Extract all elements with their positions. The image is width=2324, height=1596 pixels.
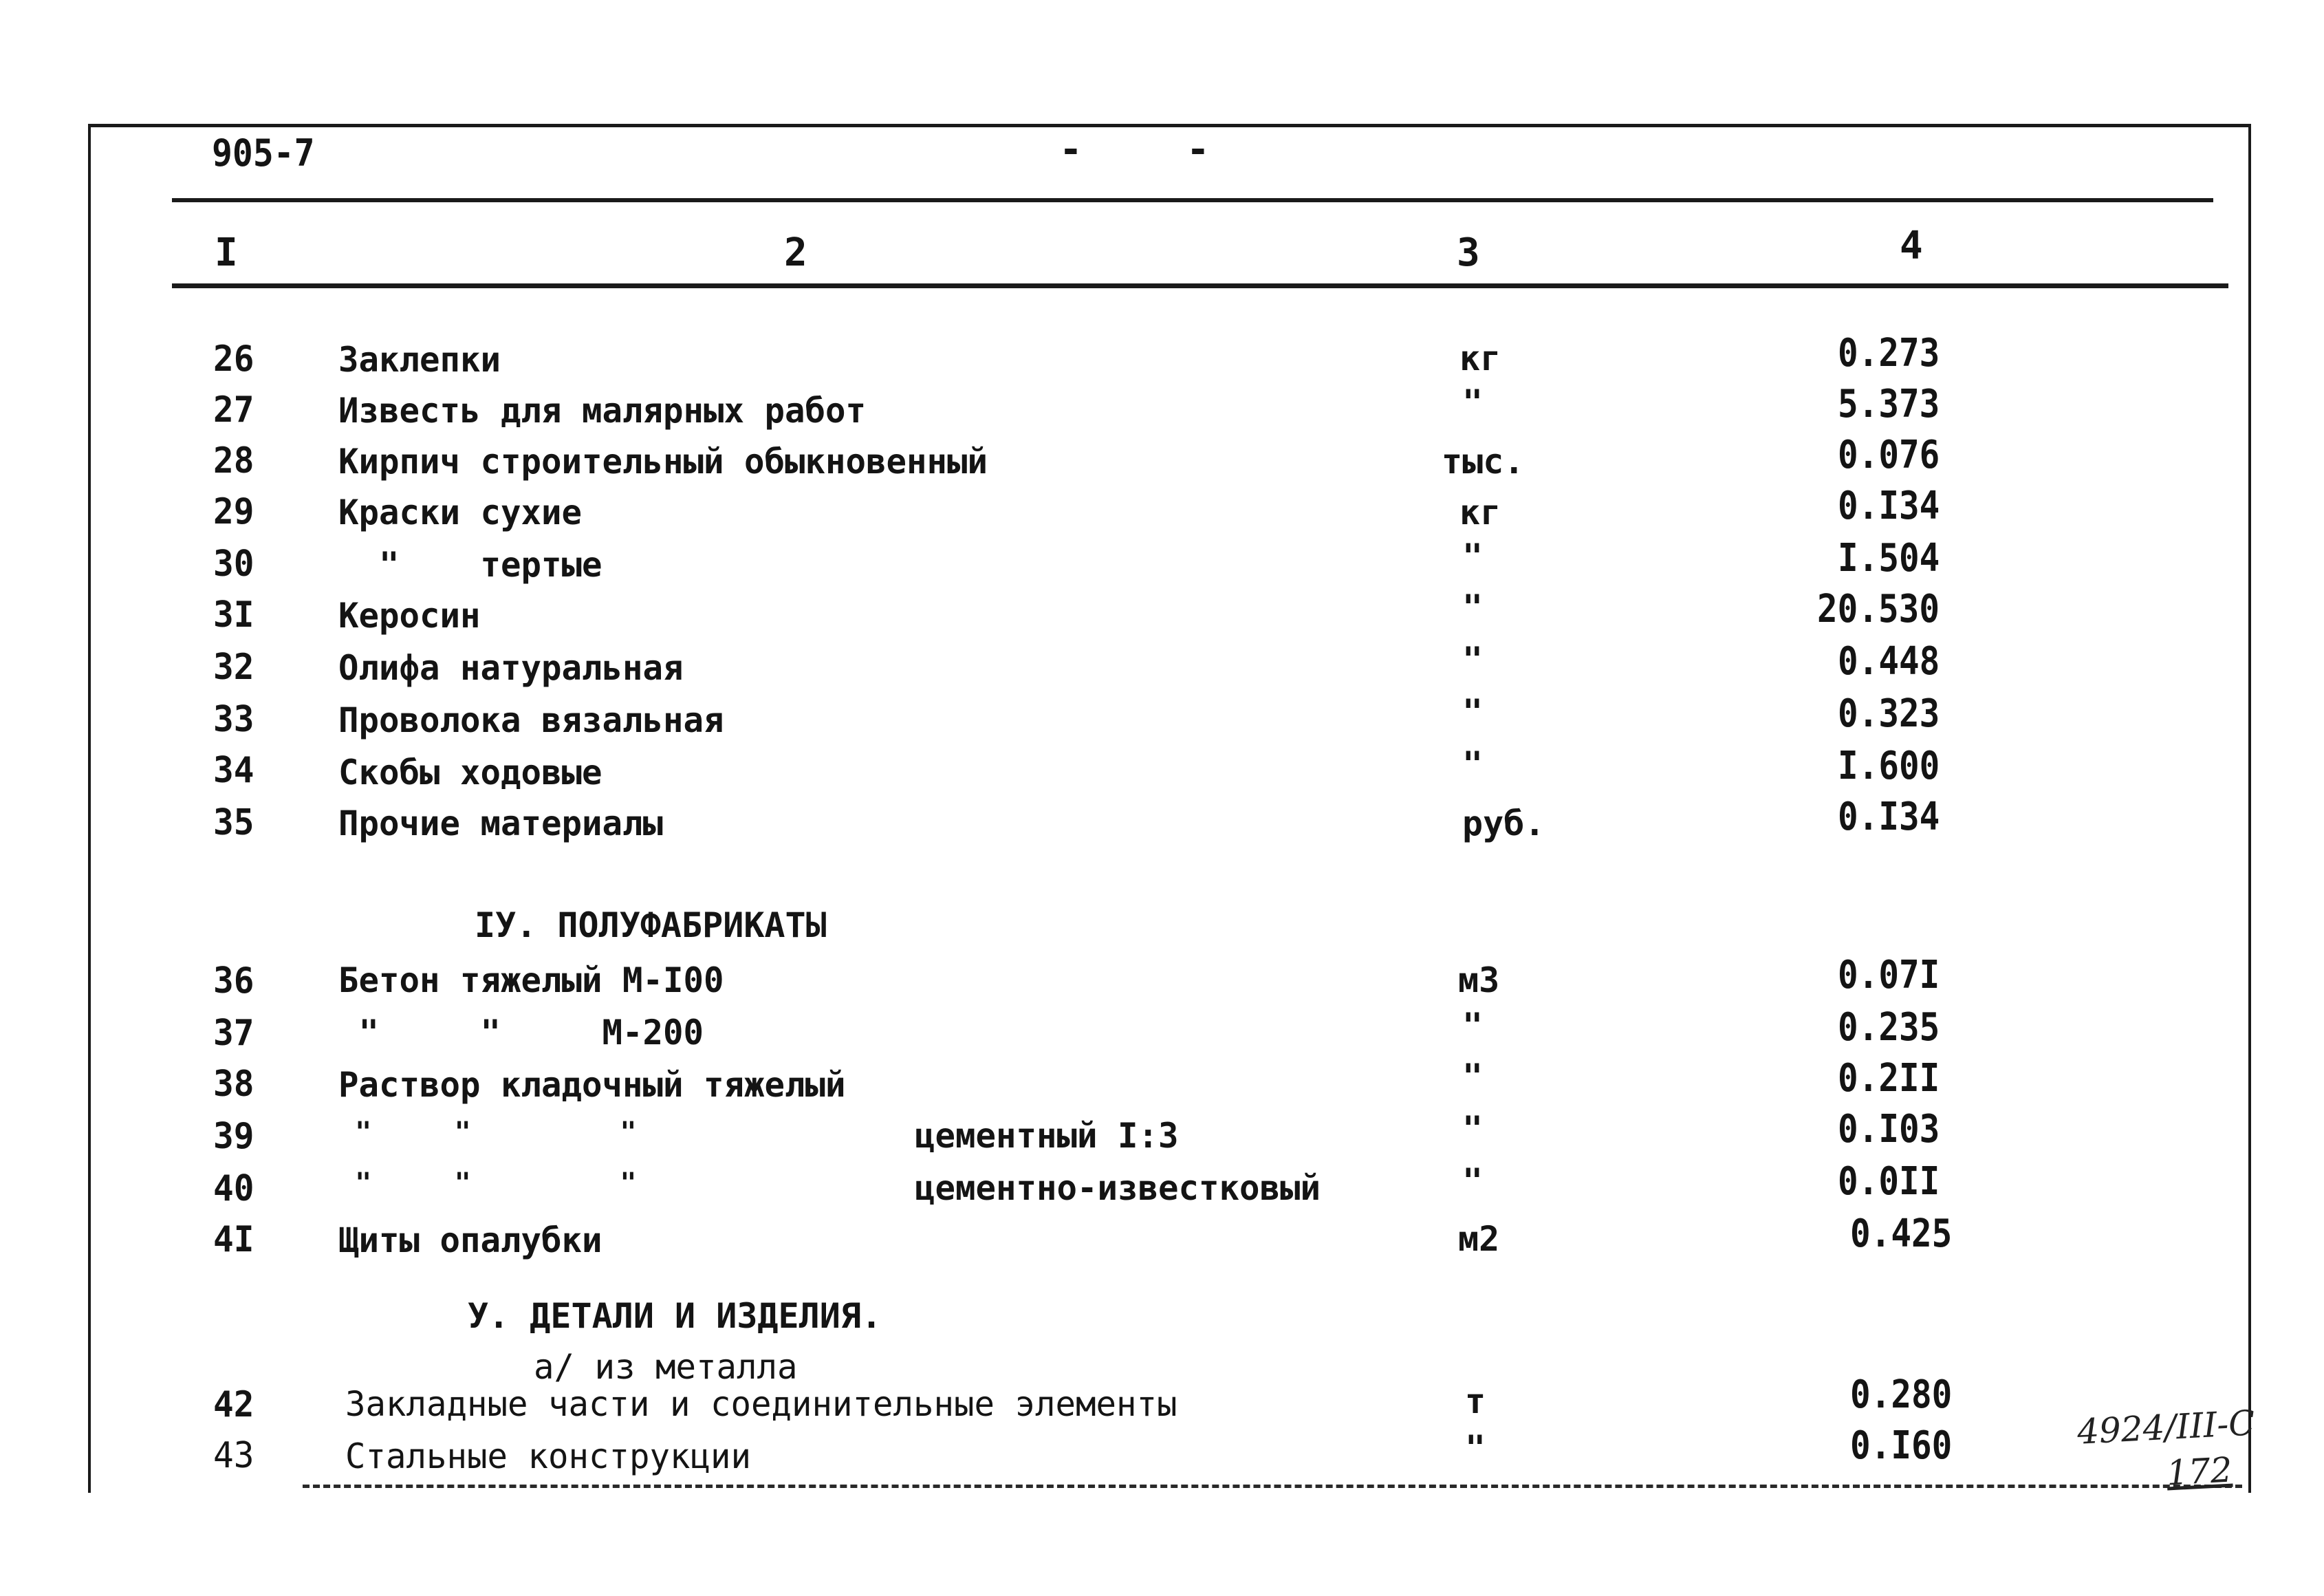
row-name: Заклепки [338,340,501,380]
row-unit: " [1462,744,1484,784]
row-value: 0.076 [1838,433,1940,477]
row-value: 0.I34 [1838,795,1940,839]
row-value: 0.280 [1850,1372,1953,1417]
column-header-2: 2 [784,230,807,275]
column-header-4: 4 [1900,224,1923,268]
row-unit: м2 [1458,1219,1500,1259]
row-name: Закладные части и соединительные элементы [345,1384,1177,1424]
row-value: I.504 [1838,536,1940,581]
bottom-border [303,1485,2242,1488]
row-value: 0.448 [1838,639,1940,684]
header-mark-2: - [1186,127,1210,172]
row-unit: " [1462,382,1484,422]
row-number: 29 [213,491,254,532]
row-value: 0.I60 [1850,1423,1953,1468]
row-number: 42 [213,1384,254,1425]
row-name-extra: цементный I:3 [915,1116,1179,1156]
row-number: 4I [213,1219,254,1260]
row-unit: " [1462,1006,1484,1046]
row-number: 3I [213,594,254,636]
row-value: 0.273 [1838,331,1940,376]
header-top-rule [172,198,2213,202]
row-name-extra: цементно-известковый [915,1168,1321,1208]
row-unit: " [1462,692,1484,732]
row-name: Керосин [338,596,481,636]
row-number: 35 [213,802,254,843]
row-name: Прочие материалы [338,804,664,843]
row-number: 36 [213,960,254,1002]
row-unit: " [1462,1161,1484,1201]
row-number: 38 [213,1064,254,1105]
row-unit: " [1465,1428,1486,1468]
row-value: 0.235 [1838,1005,1940,1050]
row-value: 0.2II [1838,1056,1940,1101]
row-name: Олифа натуральная [338,648,684,688]
row-number: 34 [213,750,254,791]
row-value: 0.425 [1850,1211,1953,1256]
row-unit: " [1462,1057,1484,1097]
row-name: " " " [338,1167,637,1199]
row-name: Скобы ходовые [338,753,602,792]
row-unit: руб. [1462,804,1545,843]
row-number: 33 [213,699,254,740]
row-unit: " [1462,640,1484,680]
header-mark-1: - [1059,127,1083,172]
row-number: 28 [213,440,254,482]
row-name: Известь для малярных работ [338,391,867,431]
row-value: 20.530 [1817,587,1940,632]
row-name: " " " [338,1117,637,1148]
row-unit: м3 [1458,960,1500,1000]
row-value: I.600 [1838,744,1940,788]
archive-stamp-number: 4924/III-С [2076,1403,2256,1452]
row-unit: " [1462,587,1484,627]
row-name: " " М-200 [338,1013,704,1053]
row-value: 0.0II [1838,1159,1940,1204]
row-unit: тыс. [1442,442,1525,482]
row-number: 30 [213,543,254,585]
row-number: 26 [213,338,254,380]
row-name: Краски сухие [338,493,583,532]
row-number: 43 [213,1435,254,1476]
row-name: Стальные конструкции [345,1436,752,1476]
row-name: Щиты опалубки [338,1220,602,1260]
row-number: 40 [213,1168,254,1209]
row-value: 0.I34 [1838,484,1940,528]
row-unit: " [1462,1109,1484,1149]
row-unit: " [1462,537,1484,576]
row-value: 0.323 [1838,691,1940,736]
row-name: Бетон тяжелый М-I00 [338,960,724,1000]
row-name: Проволока вязальная [338,700,724,740]
row-number: 32 [213,647,254,688]
document-code: 905-7 [212,131,315,175]
subsection-heading-metal: а/ из металла [534,1347,798,1387]
section-heading-parts: У. ДЕТАЛИ И ИЗДЕЛИЯ. [468,1296,882,1336]
row-value: 0.I03 [1838,1107,1940,1152]
archive-stamp-sheet: 172 [2165,1449,2233,1493]
row-name: Раствор кладочный тяжелый [338,1065,846,1105]
row-unit: кг [1459,338,1501,378]
row-unit: т [1465,1381,1486,1421]
row-number: 37 [213,1013,254,1054]
header-bottom-rule [172,283,2228,288]
row-name: Кирпич строительный обыкновенный [338,442,988,482]
section-heading-semi-finished: IУ. ПОЛУФАБРИКАТЫ [475,905,827,945]
row-number: 27 [213,389,254,431]
row-number: 39 [213,1116,254,1157]
row-value: 5.373 [1838,382,1940,427]
column-header-3: 3 [1457,230,1480,275]
row-unit: кг [1459,493,1501,532]
row-value: 0.07I [1838,953,1940,998]
column-header-1: I [215,230,238,275]
row-name: " тертые [338,545,602,585]
